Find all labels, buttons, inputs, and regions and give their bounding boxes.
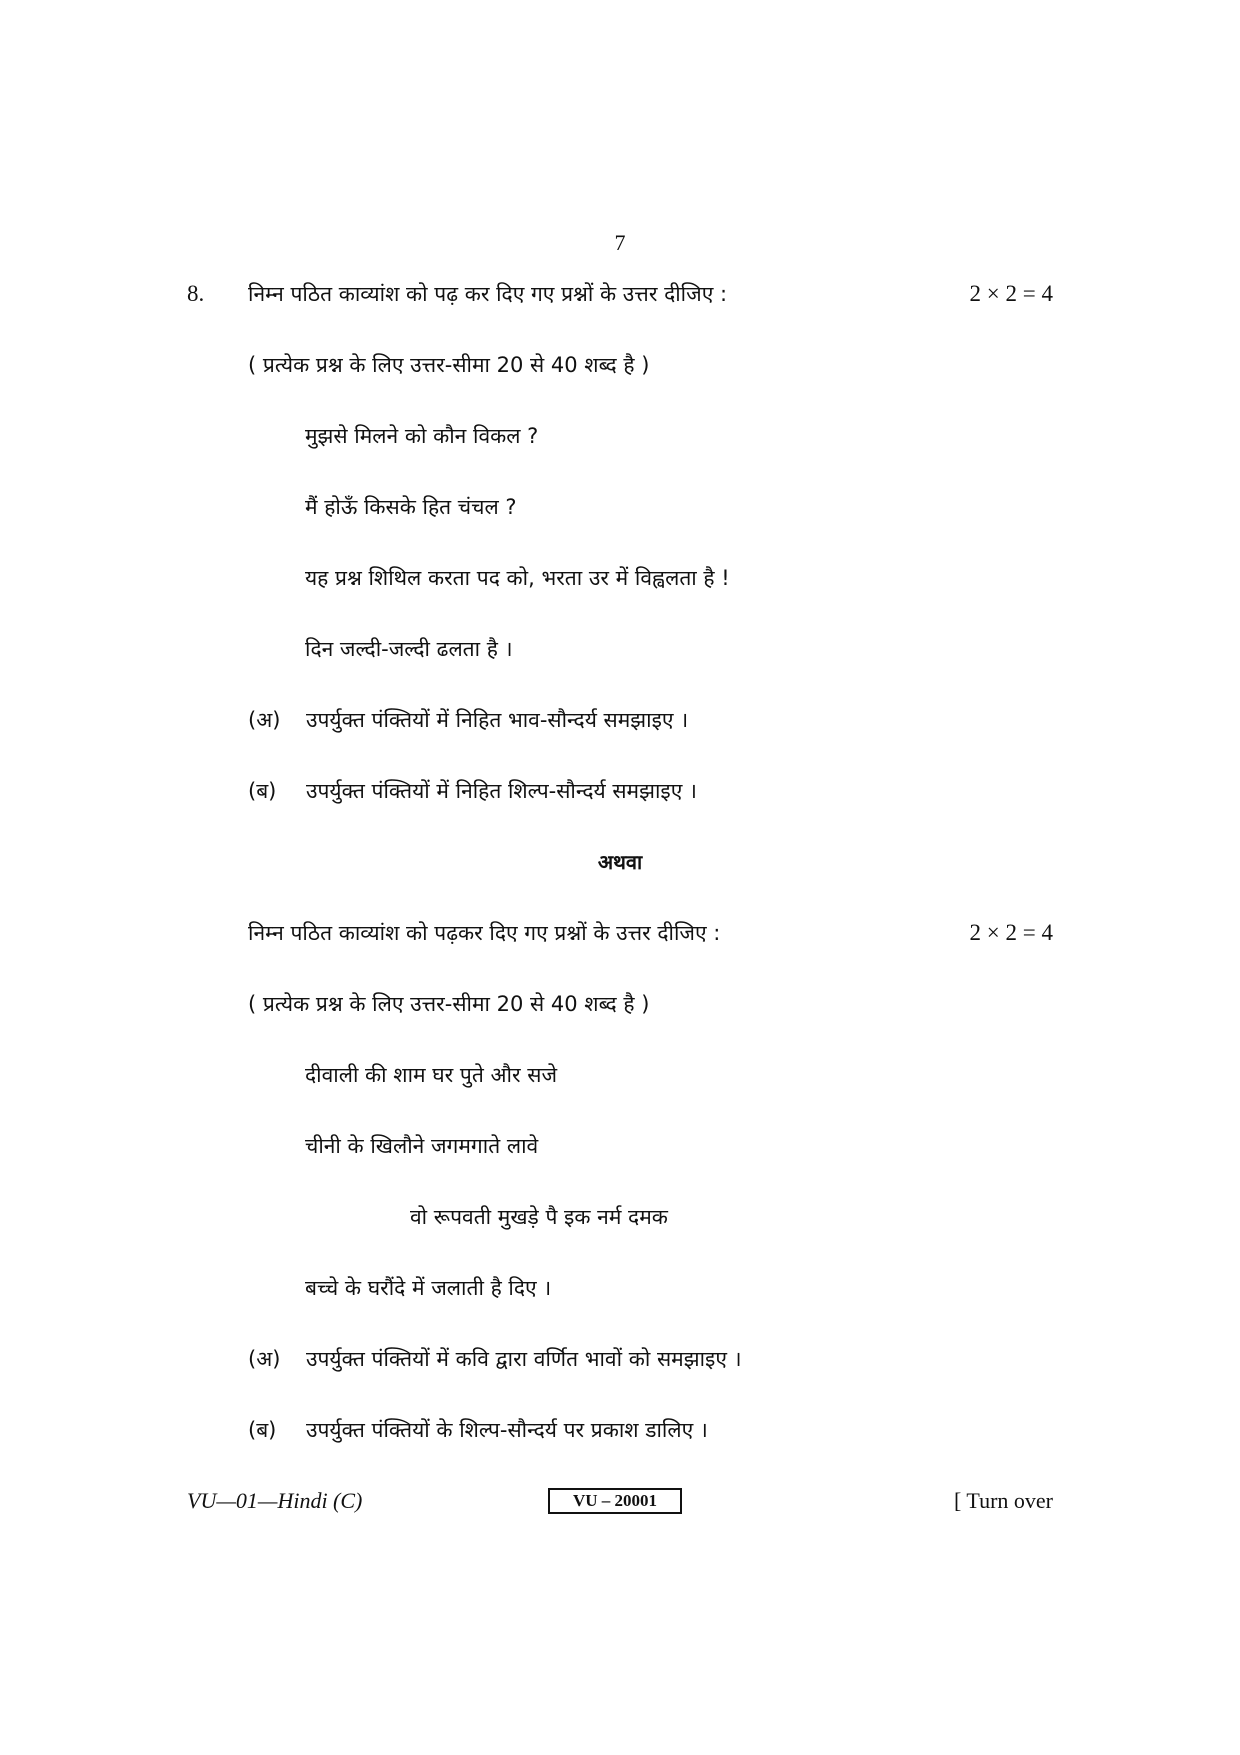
subquestion-label: (अ) (248, 708, 281, 732)
poem-line: मुझसे मिलने को कौन विकल ? (305, 424, 539, 448)
turn-over-note: [ Turn over (953, 1488, 1053, 1513)
alt-answer-limit: ( प्रत्येक प्रश्न के लिए उत्तर-सीमा 20 से 40 शब्द है ) (248, 992, 650, 1016)
alt-poem-line: चीनी के खिलौने जगमगाते लावे (305, 1134, 539, 1158)
subquestion-label: (ब) (248, 1418, 277, 1442)
alt-instruction: निम्न पठित काव्यांश को पढ़कर दिए गए प्रश्नों के उत्तर दीजिए : (248, 921, 721, 945)
alt-subquestion-b (248, 1415, 708, 1447)
subquestion-text: उपर्युक्त पंक्तियों में कवि द्वारा वर्णित भावों को समझाइए । (306, 1347, 742, 1371)
subquestion-b (248, 776, 697, 808)
question-instruction: निम्न पठित काव्यांश को पढ़ कर दिए गए प्रश्नों के उत्तर दीजिए : (248, 282, 728, 306)
subquestion-label: (ब) (248, 779, 277, 803)
alt-marks: 2 × 2 = 4 (969, 920, 1053, 945)
alt-poem-line: वो रूपवती मुखड़े पै इक नर्म दमक (410, 1205, 668, 1229)
question-number: 8. (187, 281, 205, 306)
page-number: 7 (614, 230, 626, 255)
answer-limit: ( प्रत्येक प्रश्न के लिए उत्तर-सीमा 20 से 40 शब्द है ) (248, 353, 650, 377)
alt-subquestion-a (248, 1344, 742, 1376)
poem-line: दिन जल्दी-जल्दी ढलता है । (305, 637, 513, 661)
paper-code: VU—01—Hindi (C) (187, 1488, 363, 1513)
subquestion-text: उपर्युक्त पंक्तियों में निहित भाव-सौन्दर्य समझाइए । (306, 708, 689, 732)
subquestion-label: (अ) (248, 1347, 281, 1371)
question-marks: 2 × 2 = 4 (969, 281, 1053, 306)
subquestion-a (248, 705, 688, 737)
alt-poem-line: बच्चे के घरौंदे में जलाती है दिए । (305, 1276, 552, 1300)
poem-line: यह प्रश्न शिथिल करता पद को, भरता उर में विह्वलता है ! (305, 566, 730, 590)
subquestion-text: उपर्युक्त पंक्तियों में निहित शिल्प-सौन्दर्य समझाइए । (306, 779, 697, 803)
or-heading: अथवा (597, 850, 643, 874)
alt-poem-line: दीवाली की शाम घर पुते और सजे (305, 1063, 558, 1087)
poem-line: मैं होऊँ किसके हित चंचल ? (305, 495, 517, 519)
subquestion-text: उपर्युक्त पंक्तियों के शिल्प-सौन्दर्य पर प्रकाश डालिए । (306, 1418, 708, 1442)
exam-code-box: VU – 20001 (548, 1488, 682, 1514)
